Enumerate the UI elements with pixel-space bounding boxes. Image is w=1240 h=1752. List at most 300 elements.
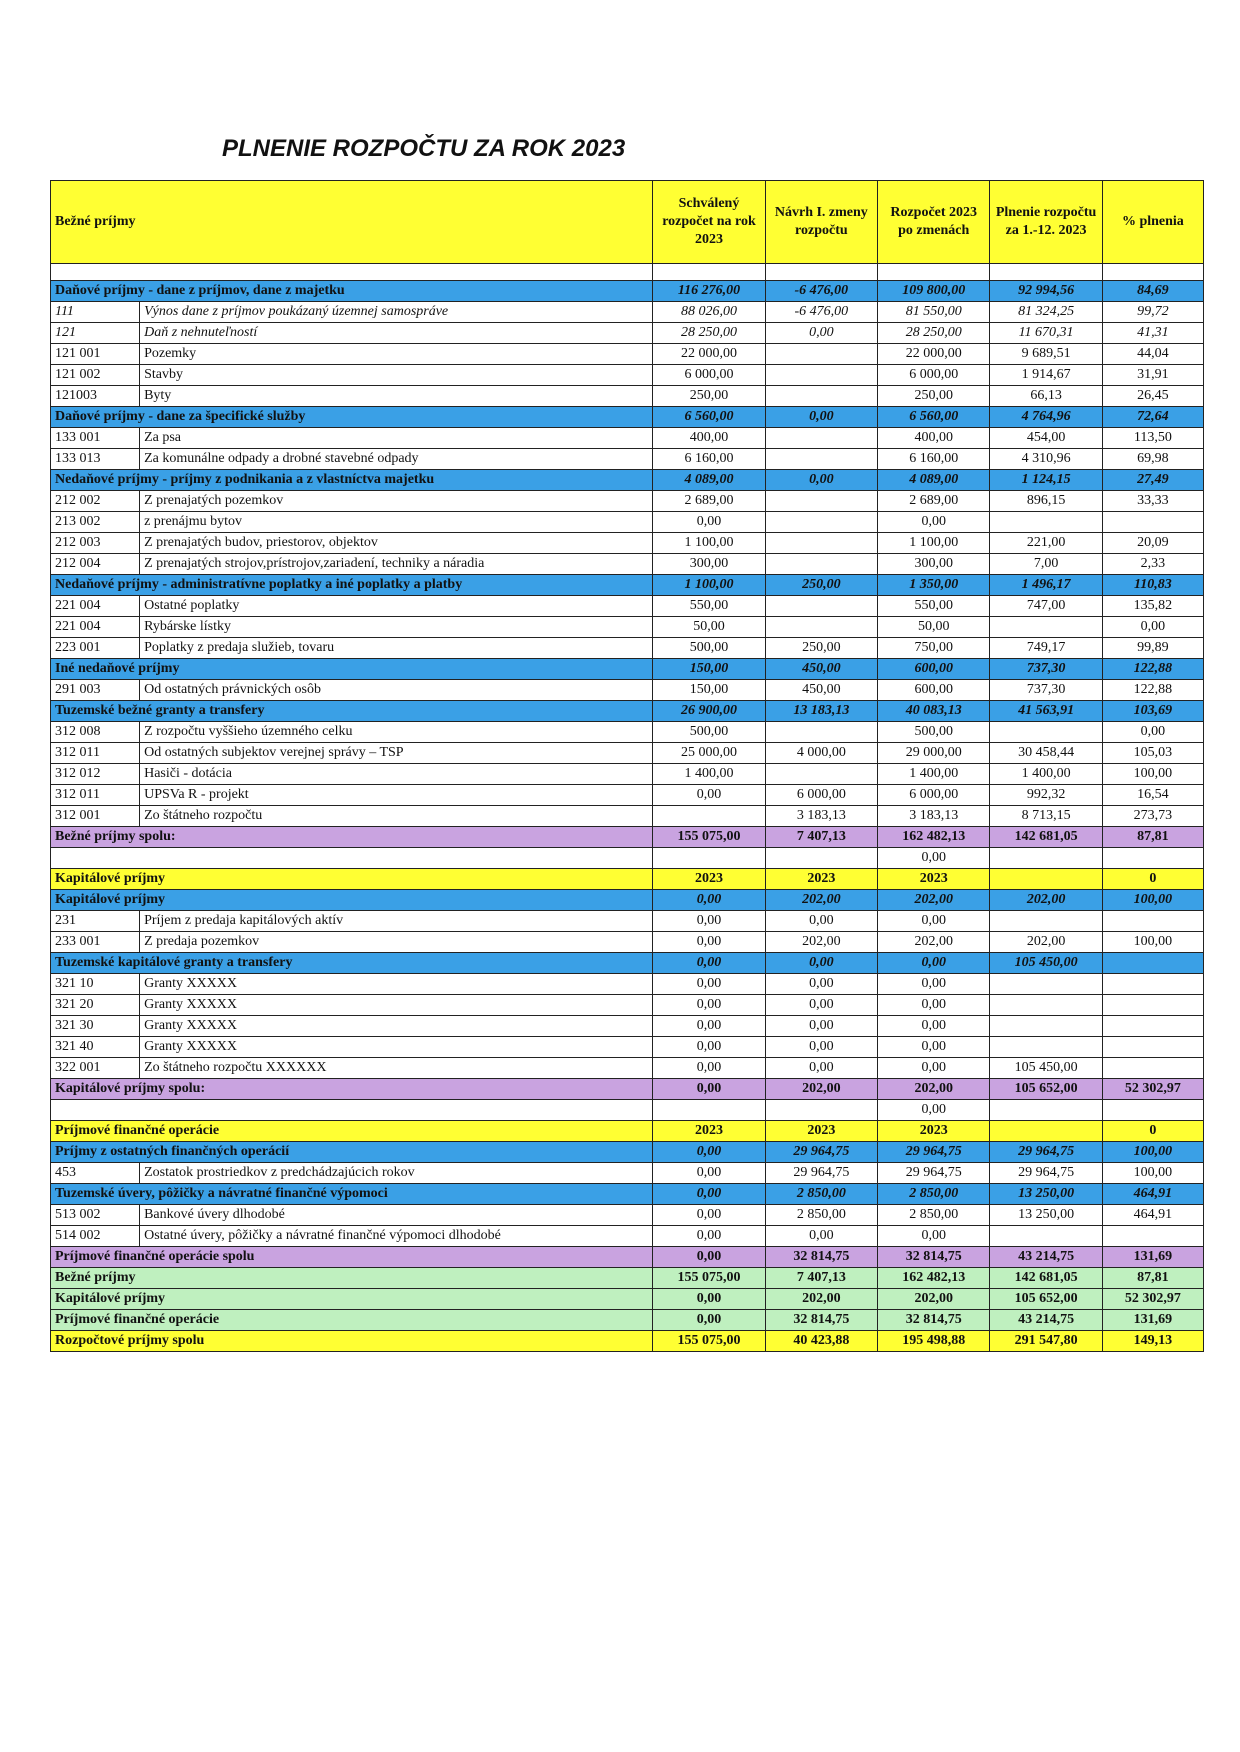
item-code: 312 001: [51, 806, 140, 827]
value-approved-budget: 0,00: [653, 1079, 765, 1100]
table-row: [51, 995, 1204, 1016]
item-name: Od ostatných právnických osôb: [140, 680, 653, 701]
table-row: [51, 806, 1204, 827]
value-budget-after-changes: 2023: [878, 869, 990, 890]
value-first-change: 0,00: [765, 911, 877, 932]
value-first-change: 2 850,00: [765, 1184, 877, 1205]
value-approved-budget: 0,00: [653, 1016, 765, 1037]
value-budget-after-changes: 0,00: [878, 1058, 990, 1079]
item-code: 221 004: [51, 617, 140, 638]
table-row: [51, 974, 1204, 995]
value-fulfillment: 81 324,25: [990, 302, 1102, 323]
value-fulfillment: 1 914,67: [990, 365, 1102, 386]
value-approved-budget: [653, 1100, 765, 1121]
value-fulfillment: [990, 1016, 1102, 1037]
table-row: [51, 1226, 1204, 1247]
value-fulfillment: 291 547,80: [990, 1331, 1102, 1352]
item-name: Granty XXXXX: [140, 1037, 653, 1058]
value-first-change: 29 964,75: [765, 1163, 877, 1184]
table-row: [51, 764, 1204, 785]
value-fulfillment: 105 450,00: [990, 953, 1102, 974]
section-label: Tuzemské kapitálové granty a transfery: [51, 953, 653, 974]
value-percent: 27,49: [1102, 470, 1203, 491]
section-row: [51, 575, 1204, 596]
value-percent: 20,09: [1102, 533, 1203, 554]
spacer-row: [51, 848, 1204, 869]
value-budget-after-changes: 81 550,00: [878, 302, 990, 323]
value-first-change: [765, 386, 877, 407]
value-fulfillment: [990, 1121, 1102, 1142]
section-label: Kapitálové príjmy spolu:: [51, 1079, 653, 1100]
value-approved-budget: 500,00: [653, 722, 765, 743]
value-first-change: 250,00: [765, 575, 877, 596]
empty-cell: [653, 264, 765, 281]
value-budget-after-changes: 6 560,00: [878, 407, 990, 428]
section-label: Bežné príjmy spolu:: [51, 827, 653, 848]
value-approved-budget: 0,00: [653, 953, 765, 974]
value-percent: 105,03: [1102, 743, 1203, 764]
item-name: Z prenajatých strojov,prístrojov,zariadení, techniky a náradia: [140, 554, 653, 575]
table-row: [51, 323, 1204, 344]
item-code: 321 10: [51, 974, 140, 995]
value-approved-budget: 6 000,00: [653, 365, 765, 386]
value-fulfillment: [990, 1100, 1102, 1121]
value-approved-budget: 250,00: [653, 386, 765, 407]
section-row: [51, 701, 1204, 722]
value-budget-after-changes: 0,00: [878, 1226, 990, 1247]
value-fulfillment: [990, 1226, 1102, 1247]
value-budget-after-changes: 162 482,13: [878, 827, 990, 848]
value-first-change: 202,00: [765, 1289, 877, 1310]
table-row: [51, 533, 1204, 554]
value-first-change: [765, 365, 877, 386]
table-row: [51, 1163, 1204, 1184]
item-name: Granty XXXXX: [140, 974, 653, 995]
value-percent: [1102, 995, 1203, 1016]
section-row: [51, 407, 1204, 428]
value-budget-after-changes: 202,00: [878, 890, 990, 911]
value-fulfillment: 92 994,56: [990, 281, 1102, 302]
header-approved-budget: Schválený rozpočet na rok 2023: [653, 181, 765, 264]
section-row: [51, 1142, 1204, 1163]
value-percent: [1102, 911, 1203, 932]
table-row: [51, 365, 1204, 386]
item-code: 321 30: [51, 1016, 140, 1037]
table-row: [51, 911, 1204, 932]
value-percent: 52 302,97: [1102, 1289, 1203, 1310]
item-code: 212 002: [51, 491, 140, 512]
value-budget-after-changes: 1 400,00: [878, 764, 990, 785]
value-fulfillment: 202,00: [990, 890, 1102, 911]
item-name: Za komunálne odpady a drobné stavebné odpady: [140, 449, 653, 470]
value-fulfillment: [990, 617, 1102, 638]
value-fulfillment: 1 124,15: [990, 470, 1102, 491]
table-row: [51, 344, 1204, 365]
value-first-change: [765, 491, 877, 512]
value-percent: 100,00: [1102, 1142, 1203, 1163]
value-approved-budget: 6 560,00: [653, 407, 765, 428]
value-budget-after-changes: 750,00: [878, 638, 990, 659]
value-approved-budget: 0,00: [653, 890, 765, 911]
value-fulfillment: 66,13: [990, 386, 1102, 407]
section-label: Daňové príjmy - dane z príjmov, dane z majetku: [51, 281, 653, 302]
value-first-change: 0,00: [765, 470, 877, 491]
item-code: 514 002: [51, 1226, 140, 1247]
item-code: 312 011: [51, 743, 140, 764]
item-code: 121003: [51, 386, 140, 407]
item-code: 212 003: [51, 533, 140, 554]
table-row: [51, 638, 1204, 659]
item-name: Ostatné úvery, pôžičky a návratné finančné výpomoci dlhodobé: [140, 1226, 653, 1247]
empty-cell: [51, 848, 653, 869]
item-code: 221 004: [51, 596, 140, 617]
value-approved-budget: 50,00: [653, 617, 765, 638]
section-row: [51, 470, 1204, 491]
section-label: Tuzemské úvery, pôžičky a návratné finančné výpomoci: [51, 1184, 653, 1205]
value-percent: 149,13: [1102, 1331, 1203, 1352]
value-percent: 44,04: [1102, 344, 1203, 365]
section-label: Bežné príjmy: [51, 1268, 653, 1289]
item-name: Rybárske lístky: [140, 617, 653, 638]
value-fulfillment: 43 214,75: [990, 1310, 1102, 1331]
item-name: Granty XXXXX: [140, 1016, 653, 1037]
table-row: [51, 512, 1204, 533]
value-budget-after-changes: 2 850,00: [878, 1205, 990, 1226]
item-name: Ostatné poplatky: [140, 596, 653, 617]
value-first-change: [765, 533, 877, 554]
table-row: [51, 491, 1204, 512]
value-first-change: [765, 554, 877, 575]
section-row: [51, 869, 1204, 890]
value-approved-budget: 1 100,00: [653, 575, 765, 596]
section-label: Nedaňové príjmy - príjmy z podnikania a z vlastníctva majetku: [51, 470, 653, 491]
item-code: 312 008: [51, 722, 140, 743]
value-approved-budget: 550,00: [653, 596, 765, 617]
value-percent: 26,45: [1102, 386, 1203, 407]
item-name: Pozemky: [140, 344, 653, 365]
value-fulfillment: [990, 869, 1102, 890]
value-percent: 100,00: [1102, 764, 1203, 785]
item-code: 291 003: [51, 680, 140, 701]
item-name: Daň z nehnuteľností: [140, 323, 653, 344]
table-row: [51, 932, 1204, 953]
value-percent: [1102, 848, 1203, 869]
value-approved-budget: 0,00: [653, 995, 765, 1016]
value-first-change: 3 183,13: [765, 806, 877, 827]
item-code: 133 001: [51, 428, 140, 449]
value-fulfillment: [990, 512, 1102, 533]
value-fulfillment: 41 563,91: [990, 701, 1102, 722]
table-header-row: [51, 181, 1204, 264]
value-percent: [1102, 1016, 1203, 1037]
value-fulfillment: 142 681,05: [990, 827, 1102, 848]
value-percent: 113,50: [1102, 428, 1203, 449]
value-approved-budget: [653, 806, 765, 827]
value-budget-after-changes: 22 000,00: [878, 344, 990, 365]
value-approved-budget: 0,00: [653, 1226, 765, 1247]
table-row: [51, 680, 1204, 701]
value-first-change: [765, 722, 877, 743]
section-label: Nedaňové príjmy - administratívne poplatky a iné poplatky a platby: [51, 575, 653, 596]
value-budget-after-changes: 195 498,88: [878, 1331, 990, 1352]
value-budget-after-changes: 250,00: [878, 386, 990, 407]
value-budget-after-changes: 109 800,00: [878, 281, 990, 302]
value-percent: 100,00: [1102, 1163, 1203, 1184]
value-first-change: 13 183,13: [765, 701, 877, 722]
value-first-change: [765, 344, 877, 365]
table-row: [51, 722, 1204, 743]
value-approved-budget: 1 400,00: [653, 764, 765, 785]
value-budget-after-changes: 0,00: [878, 1016, 990, 1037]
value-first-change: [765, 512, 877, 533]
table-row: [51, 596, 1204, 617]
value-approved-budget: 1 100,00: [653, 533, 765, 554]
value-percent: 100,00: [1102, 932, 1203, 953]
value-percent: 16,54: [1102, 785, 1203, 806]
value-approved-budget: 0,00: [653, 1163, 765, 1184]
value-percent: [1102, 1037, 1203, 1058]
value-first-change: 2023: [765, 869, 877, 890]
empty-cell: [990, 264, 1102, 281]
value-fulfillment: 43 214,75: [990, 1247, 1102, 1268]
section-row: [51, 1079, 1204, 1100]
value-approved-budget: 155 075,00: [653, 827, 765, 848]
section-label: Príjmové finančné operácie spolu: [51, 1247, 653, 1268]
value-first-change: 0,00: [765, 1037, 877, 1058]
value-first-change: 4 000,00: [765, 743, 877, 764]
item-code: 213 002: [51, 512, 140, 533]
value-budget-after-changes: 1 350,00: [878, 575, 990, 596]
value-first-change: 450,00: [765, 659, 877, 680]
value-first-change: [765, 596, 877, 617]
item-name: Z prenajatých pozemkov: [140, 491, 653, 512]
value-budget-after-changes: 550,00: [878, 596, 990, 617]
value-first-change: 7 407,13: [765, 827, 877, 848]
page-title: PLNENIE ROZPOČTU ZA ROK 2023: [222, 135, 626, 162]
value-budget-after-changes: 0,00: [878, 848, 990, 869]
value-fulfillment: 105 652,00: [990, 1289, 1102, 1310]
value-percent: 110,83: [1102, 575, 1203, 596]
value-fulfillment: 747,00: [990, 596, 1102, 617]
header-budget-after-changes: Rozpočet 2023 po zmenách: [878, 181, 990, 264]
item-name: Hasiči - dotácia: [140, 764, 653, 785]
value-approved-budget: 155 075,00: [653, 1331, 765, 1352]
value-approved-budget: 26 900,00: [653, 701, 765, 722]
value-fulfillment: 1 400,00: [990, 764, 1102, 785]
value-budget-after-changes: 202,00: [878, 932, 990, 953]
value-approved-budget: 500,00: [653, 638, 765, 659]
section-label: Tuzemské bežné granty a transfery: [51, 701, 653, 722]
value-percent: 464,91: [1102, 1184, 1203, 1205]
value-first-change: 0,00: [765, 953, 877, 974]
table-row: [51, 1058, 1204, 1079]
value-first-change: 7 407,13: [765, 1268, 877, 1289]
value-percent: [1102, 1226, 1203, 1247]
item-code: 233 001: [51, 932, 140, 953]
value-percent: 131,69: [1102, 1310, 1203, 1331]
value-first-change: 2 850,00: [765, 1205, 877, 1226]
value-budget-after-changes: 162 482,13: [878, 1268, 990, 1289]
value-budget-after-changes: 600,00: [878, 680, 990, 701]
value-budget-after-changes: 2 689,00: [878, 491, 990, 512]
value-approved-budget: 0,00: [653, 1247, 765, 1268]
value-percent: 0: [1102, 869, 1203, 890]
value-fulfillment: [990, 722, 1102, 743]
value-percent: 273,73: [1102, 806, 1203, 827]
value-approved-budget: 0,00: [653, 974, 765, 995]
value-fulfillment: 454,00: [990, 428, 1102, 449]
table-row: [51, 617, 1204, 638]
header-first-change: Návrh I. zmeny rozpočtu: [765, 181, 877, 264]
section-label: Rozpočtové príjmy spolu: [51, 1331, 653, 1352]
value-approved-budget: 0,00: [653, 512, 765, 533]
value-percent: 69,98: [1102, 449, 1203, 470]
value-budget-after-changes: 1 100,00: [878, 533, 990, 554]
value-percent: 0,00: [1102, 617, 1203, 638]
value-budget-after-changes: 0,00: [878, 974, 990, 995]
section-label: Kapitálové príjmy: [51, 1289, 653, 1310]
item-name: Zo štátneho rozpočtu: [140, 806, 653, 827]
item-code: 321 20: [51, 995, 140, 1016]
value-fulfillment: 105 652,00: [990, 1079, 1102, 1100]
value-budget-after-changes: 29 000,00: [878, 743, 990, 764]
value-budget-after-changes: 50,00: [878, 617, 990, 638]
value-budget-after-changes: 0,00: [878, 953, 990, 974]
section-row: [51, 659, 1204, 680]
value-percent: 131,69: [1102, 1247, 1203, 1268]
table-row: [51, 302, 1204, 323]
item-name: z prenájmu bytov: [140, 512, 653, 533]
value-budget-after-changes: 500,00: [878, 722, 990, 743]
empty-row: [51, 264, 1204, 281]
value-percent: 103,69: [1102, 701, 1203, 722]
value-first-change: [765, 1100, 877, 1121]
item-code: 321 40: [51, 1037, 140, 1058]
value-percent: [1102, 512, 1203, 533]
item-code: 223 001: [51, 638, 140, 659]
value-budget-after-changes: 400,00: [878, 428, 990, 449]
value-budget-after-changes: 0,00: [878, 995, 990, 1016]
value-approved-budget: 88 026,00: [653, 302, 765, 323]
value-budget-after-changes: 0,00: [878, 512, 990, 533]
table-row: [51, 1016, 1204, 1037]
value-fulfillment: [990, 974, 1102, 995]
item-name: Od ostatných subjektov verejnej správy – TSP: [140, 743, 653, 764]
value-percent: 99,72: [1102, 302, 1203, 323]
item-name: Z rozpočtu vyššieho územného celku: [140, 722, 653, 743]
value-first-change: 0,00: [765, 323, 877, 344]
value-fulfillment: 30 458,44: [990, 743, 1102, 764]
value-fulfillment: 896,15: [990, 491, 1102, 512]
section-row: [51, 1310, 1204, 1331]
budget-table: [50, 180, 1204, 1352]
value-fulfillment: 4 764,96: [990, 407, 1102, 428]
section-label: Príjmové finančné operácie: [51, 1310, 653, 1331]
empty-cell: [765, 264, 877, 281]
item-code: 121 001: [51, 344, 140, 365]
value-approved-budget: 22 000,00: [653, 344, 765, 365]
value-budget-after-changes: 300,00: [878, 554, 990, 575]
value-fulfillment: [990, 911, 1102, 932]
value-first-change: 202,00: [765, 932, 877, 953]
value-percent: 0: [1102, 1121, 1203, 1142]
value-first-change: 202,00: [765, 890, 877, 911]
table-row: [51, 386, 1204, 407]
value-budget-after-changes: 0,00: [878, 1037, 990, 1058]
value-first-change: 0,00: [765, 995, 877, 1016]
value-percent: 464,91: [1102, 1205, 1203, 1226]
value-fulfillment: [990, 848, 1102, 869]
value-percent: 41,31: [1102, 323, 1203, 344]
section-label: Príjmy z ostatných finančných operácií: [51, 1142, 653, 1163]
value-first-change: 32 814,75: [765, 1247, 877, 1268]
empty-cell: [1102, 264, 1203, 281]
item-name: Z predaja pozemkov: [140, 932, 653, 953]
value-budget-after-changes: 6 000,00: [878, 785, 990, 806]
section-label: Daňové príjmy - dane za špecifické služby: [51, 407, 653, 428]
item-name: Stavby: [140, 365, 653, 386]
table-row: [51, 1205, 1204, 1226]
value-percent: 99,89: [1102, 638, 1203, 659]
value-percent: 100,00: [1102, 890, 1203, 911]
value-approved-budget: 0,00: [653, 1205, 765, 1226]
value-fulfillment: 13 250,00: [990, 1184, 1102, 1205]
value-approved-budget: 28 250,00: [653, 323, 765, 344]
value-budget-after-changes: 29 964,75: [878, 1163, 990, 1184]
value-first-change: 450,00: [765, 680, 877, 701]
section-row: [51, 281, 1204, 302]
value-fulfillment: 7,00: [990, 554, 1102, 575]
value-approved-budget: 6 160,00: [653, 449, 765, 470]
item-name: Byty: [140, 386, 653, 407]
item-code: 322 001: [51, 1058, 140, 1079]
section-row: [51, 1247, 1204, 1268]
value-approved-budget: 0,00: [653, 1058, 765, 1079]
value-percent: 87,81: [1102, 1268, 1203, 1289]
item-code: 121 002: [51, 365, 140, 386]
value-approved-budget: 4 089,00: [653, 470, 765, 491]
value-fulfillment: 13 250,00: [990, 1205, 1102, 1226]
item-name: Zostatok prostriedkov z predchádzajúcich rokov: [140, 1163, 653, 1184]
value-first-change: -6 476,00: [765, 302, 877, 323]
value-budget-after-changes: 2 850,00: [878, 1184, 990, 1205]
value-approved-budget: [653, 848, 765, 869]
value-fulfillment: 737,30: [990, 659, 1102, 680]
value-fulfillment: 737,30: [990, 680, 1102, 701]
value-first-change: [765, 428, 877, 449]
value-percent: 87,81: [1102, 827, 1203, 848]
item-code: 212 004: [51, 554, 140, 575]
value-first-change: 250,00: [765, 638, 877, 659]
table-row: [51, 1037, 1204, 1058]
value-budget-after-changes: 32 814,75: [878, 1247, 990, 1268]
value-approved-budget: 400,00: [653, 428, 765, 449]
value-approved-budget: 2 689,00: [653, 491, 765, 512]
value-fulfillment: 749,17: [990, 638, 1102, 659]
value-first-change: 32 814,75: [765, 1310, 877, 1331]
value-budget-after-changes: 4 089,00: [878, 470, 990, 491]
value-first-change: [765, 617, 877, 638]
value-approved-budget: 2023: [653, 1121, 765, 1142]
value-first-change: 0,00: [765, 1058, 877, 1079]
value-approved-budget: 0,00: [653, 1142, 765, 1163]
value-budget-after-changes: 202,00: [878, 1289, 990, 1310]
value-percent: [1102, 953, 1203, 974]
value-budget-after-changes: 32 814,75: [878, 1310, 990, 1331]
empty-cell: [51, 264, 653, 281]
value-budget-after-changes: 3 183,13: [878, 806, 990, 827]
value-percent: 31,91: [1102, 365, 1203, 386]
